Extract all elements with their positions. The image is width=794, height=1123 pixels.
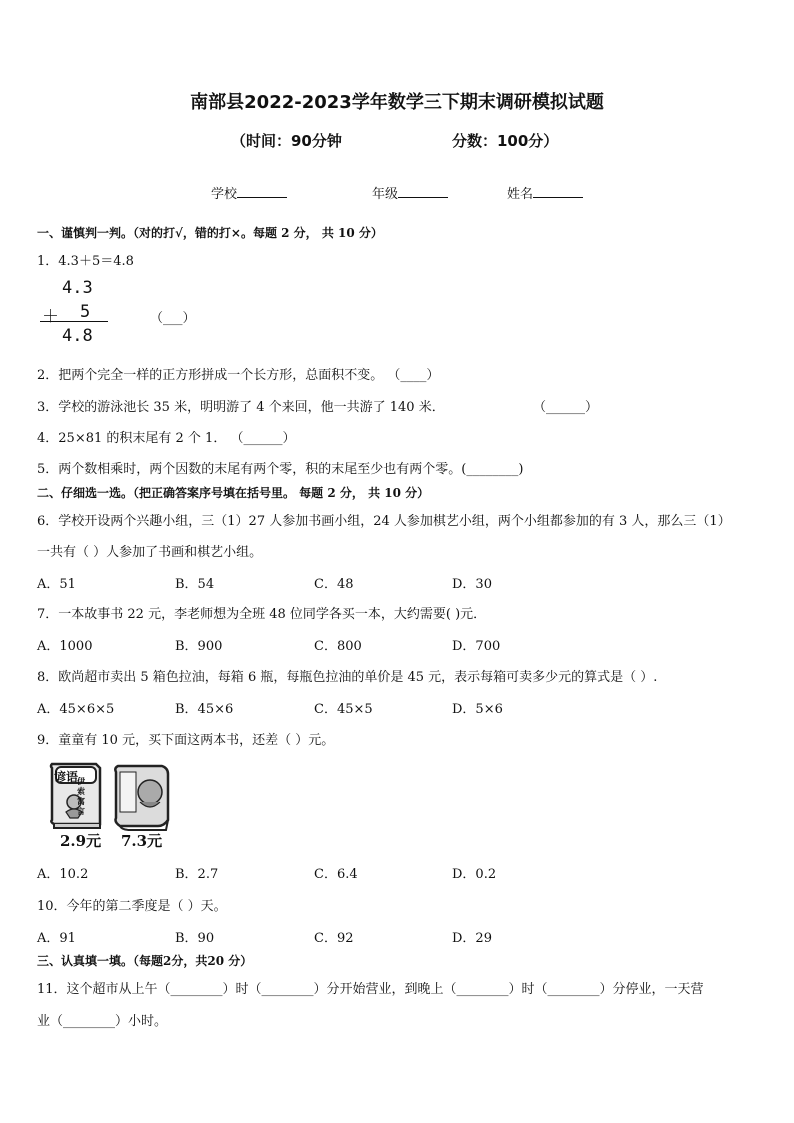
question-5: 5．两个数相乘时，两个因数的末尾有两个零，积的末尾至少也有两个零。(________) (37, 462, 524, 477)
question-11-line-2: 业（________）小时。 (37, 1014, 168, 1029)
question-11-line-1: 11．这个超市从上午（________）时（________）分开始营业，到晚上（________）时（________）分停业，一天营 (37, 982, 704, 997)
q9-option-c[interactable]: C．6.4 (314, 867, 358, 882)
time-label: （时间：90分钟 (231, 132, 342, 150)
aesop-book-icon (115, 766, 168, 830)
q10-option-c[interactable]: C．92 (314, 931, 354, 946)
q1-sum-line (40, 321, 108, 322)
q9-option-d[interactable]: D．0.2 (452, 867, 497, 882)
q10-option-a[interactable]: A．91 (37, 931, 76, 946)
q8-option-b[interactable]: B．45×6 (175, 702, 234, 717)
q1-result: 4.8 (62, 326, 93, 346)
section-2-heading: 二、仔细选一选。（把正确答案序号填在括号里。 每题 2 分， 共 10 分） (37, 486, 430, 500)
question-6-line-2: 一共有（ ）人参加了书画和棋艺小组。 (37, 545, 263, 560)
score-label: 分数：100分） (452, 132, 559, 150)
q9-option-a[interactable]: A．10.2 (37, 867, 89, 882)
school-field (211, 183, 287, 202)
q3-answer-paren[interactable]: （______） (533, 400, 599, 415)
q10-option-b[interactable]: B．90 (175, 931, 215, 946)
question-1: 1．4.3＋5＝4.8 (37, 254, 134, 269)
question-3: 3．学校的游泳池长 35 米，明明游了 4 个来回，他一共游了 140 米． (37, 400, 445, 415)
name-label: 姓名 (507, 187, 534, 202)
q6-option-c[interactable]: C．48 (314, 577, 354, 592)
question-2: 2．把两个完全一样的正方形拼成一个长方形，总面积不变。 （____） (37, 368, 440, 383)
q1-plus-sign: ＋ (42, 307, 59, 327)
section-1-heading: 一、谨慎判一判。（对的打√，错的打×。每题 2 分， 共 10 分） (37, 226, 383, 240)
q1-operand-2: 5 (80, 302, 91, 322)
grade-field (372, 183, 448, 202)
book-2-price: 7.3元 (121, 832, 163, 850)
q1-operand-1: 4.3 (62, 278, 93, 298)
book-1-title: 谚语 (54, 770, 79, 784)
question-4: 4．25×81 的积末尾有 2 个 1． （______） (37, 431, 296, 446)
q7-option-b[interactable]: B．900 (175, 639, 223, 654)
q7-option-c[interactable]: C．800 (314, 639, 362, 654)
q6-option-d[interactable]: D．30 (452, 577, 492, 592)
q1-answer-paren[interactable]: （___） (150, 311, 196, 326)
book-2-title: 伊索寓言 (77, 777, 85, 816)
q7-option-a[interactable]: A．1000 (37, 639, 93, 654)
q6-option-b[interactable]: B．54 (175, 577, 215, 592)
question-10: 10．今年的第二季度是（ ）天。 (37, 899, 227, 914)
q8-option-c[interactable]: C．45×5 (314, 702, 373, 717)
section-3-heading: 三、认真填一填。（每题2分，共20 分） (37, 954, 253, 968)
q8-option-d[interactable]: D．5×6 (452, 702, 503, 717)
school-label: 学校 (211, 187, 238, 202)
name-blank[interactable] (533, 185, 583, 198)
page-title: 南部县2022-2023学年数学三下期末调研模拟试题 (190, 92, 604, 113)
grade-label: 年级 (372, 187, 399, 202)
question-9: 9．童童有 10 元，买下面这两本书，还差（ ）元。 (37, 733, 335, 748)
q10-option-d[interactable]: D．29 (452, 931, 492, 946)
q8-option-a[interactable]: A．45×6×5 (37, 702, 115, 717)
question-6-line-1: 6．学校开设两个兴趣小组，三（1）27 人参加书画小组，24 人参加棋艺小组，两个小组都参加的有 3 人，那么三（1） (37, 514, 731, 529)
q9-option-b[interactable]: B．2.7 (175, 867, 219, 882)
book-1-price: 2.9元 (60, 832, 102, 850)
question-8: 8．欧尚超市卖出 5 箱色拉油，每箱 6 瓶，每瓶色拉油的单价是 45 元，表示每箱可卖多少元的算式是（ ）. (37, 670, 658, 685)
q7-option-d[interactable]: D．700 (452, 639, 501, 654)
school-blank[interactable] (237, 185, 287, 198)
q6-option-a[interactable]: A．51 (37, 577, 76, 592)
grade-blank[interactable] (398, 185, 448, 198)
question-7: 7．一本故事书 22 元，李老师想为全班 48 位同学各买一本，大约需要( )元． (37, 607, 487, 622)
name-field (507, 183, 583, 202)
